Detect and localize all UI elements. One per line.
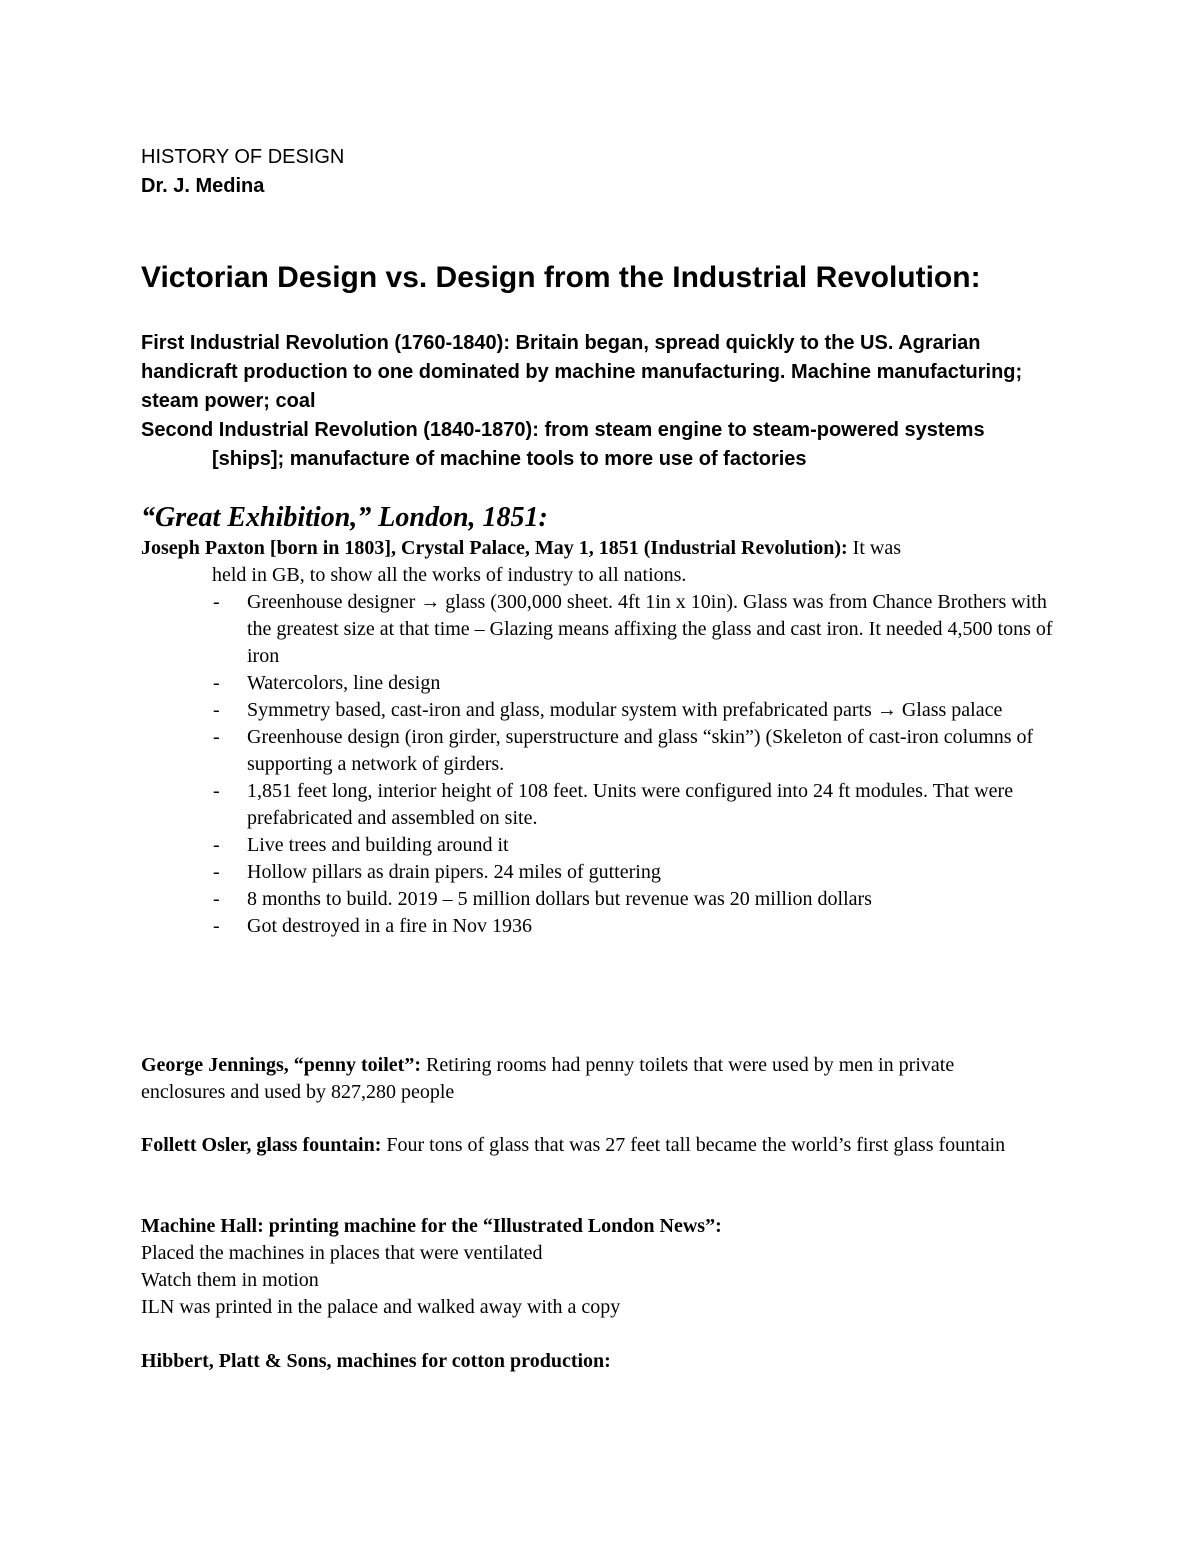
machine-hall-line: ILN was printed in the palace and walked away with a copy [141, 1296, 621, 1318]
first-revolution [141, 329, 1041, 416]
osler-label: Follett Osler, glass fountain: [141, 1134, 382, 1156]
paxton-text-1: It was [852, 537, 901, 559]
list-item: - 8 months to build. 2019 – 5 million dollars but revenue was 20 million dollars [141, 886, 1071, 913]
jennings-entry [141, 1052, 1041, 1106]
list-item: - Greenhouse designer → glass (300,000 sheet. 4ft 1in x 10in). Glass was from Chance Brothers with the greatest size at that time – Glazing means affixing the glass and cast iron. It needed 4,500 tons of iron [141, 589, 1071, 670]
list-item: - Symmetry based, cast-iron and glass, modular system with prefabricated parts → Glass palace [141, 697, 1071, 724]
list-item: - Live trees and building around it [141, 832, 1071, 859]
list-item: - Got destroyed in a fire in Nov 1936 [141, 913, 1071, 940]
jennings-label: George Jennings, “penny toilet”: [141, 1054, 421, 1076]
osler-entry [141, 1132, 1041, 1159]
machine-hall-label: Machine Hall: printing machine for the “Illustrated London News”: [141, 1215, 722, 1237]
list-item: - 1,851 feet long, interior height of 108 feet. Units were configured into 24 ft modules. That were prefabricated and assembled on site. [141, 778, 1071, 832]
list-item: - Watercolors, line design [141, 670, 1071, 697]
first-revolution-text: Britain began, spread quickly to the US. Agrarian handicraft production to one dominated by machine manufacturing. Machine manufacturing; steam power; coal [141, 332, 1023, 412]
osler-text: Four tons of glass that was 27 feet tall became the world’s first glass fountain [386, 1134, 1006, 1156]
paxton-label: Joseph Paxton [born in 1803], Crystal Palace, May 1, 1851 (Industrial Revolution): [141, 537, 848, 559]
second-revolution-label: Second Industrial Revolution (1840-1870): [141, 419, 539, 441]
page-title: Victorian Design vs. Design from the Industrial Revolution: [141, 261, 981, 294]
second-revolution-text-line2: [ships]; manufacture of machine tools to more use of factories [212, 448, 807, 470]
machine-hall-line: Watch them in motion [141, 1269, 319, 1291]
revolutions-section [141, 329, 1041, 474]
document-header [141, 143, 344, 201]
second-revolution-text-line1: from steam engine to steam-powered systems [544, 419, 985, 441]
paxton-text-2: held in GB, to show all the works of industry to all nations. [212, 564, 687, 586]
paxton-entry [141, 535, 1071, 589]
course-title: HISTORY OF DESIGN [141, 146, 345, 168]
hibbert-entry [141, 1348, 1041, 1375]
author-name: Dr. J. Medina [141, 175, 265, 197]
list-item: - Hollow pillars as drain pipers. 24 miles of guttering [141, 859, 1071, 886]
first-revolution-label: First Industrial Revolution (1760-1840): [141, 332, 510, 354]
second-revolution [141, 416, 1041, 474]
crystal-palace-facts [141, 589, 1071, 940]
machine-hall-line: Placed the machines in places that were ventilated [141, 1242, 543, 1264]
machine-hall-entry [141, 1213, 1041, 1321]
hibbert-label: Hibbert, Platt & Sons, machines for cotton production: [141, 1350, 611, 1372]
jennings-text: Retiring rooms had penny toilets that were used by men in private enclosures and used by 827,280 people [141, 1054, 955, 1103]
list-item: - Greenhouse design (iron girder, superstructure and glass “skin”) (Skeleton of cast-iron columns of supporting a network of girders. [141, 724, 1071, 778]
exhibition-heading: “Great Exhibition,” London, 1851: [141, 502, 548, 533]
